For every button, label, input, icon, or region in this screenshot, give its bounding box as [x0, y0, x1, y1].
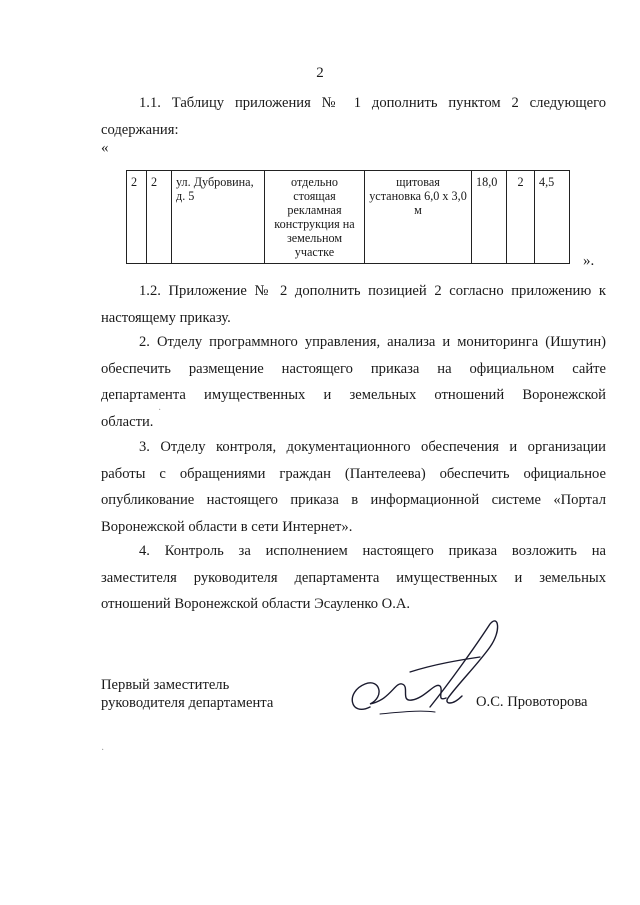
paragraph-line: настоящему приказу. [101, 309, 231, 326]
paragraph-4 [101, 538, 606, 618]
paragraph-line: 3. Отделу контроля, документационного обеспечения и организации [139, 439, 606, 455]
paragraph-line: 4. Контроль за исполнением настоящего приказа возложить на [139, 543, 606, 559]
paragraph-line: 1.2. Приложение № 2 дополнить позицией 2 согласно приложению к [139, 283, 606, 299]
paragraph-line: обеспечить размещение настоящего приказа на официальном сайте [101, 360, 606, 377]
paragraph-line: области. [101, 413, 154, 430]
signatory-title-line: Первый заместитель [101, 677, 230, 693]
scan-artifact: · [101, 745, 105, 756]
paragraph-line: содержания: [101, 121, 179, 138]
paragraph-line: заместителя руководителя департамента имущественных и земельных [101, 569, 606, 586]
paragraph-line: опубликование настоящего приказа в информационной системе «Портал [101, 492, 606, 508]
table-cell-number: 2 [127, 171, 147, 264]
paragraph-2 [101, 329, 606, 435]
paragraph-line: Воронежской области в сети Интернет». [101, 518, 353, 535]
paragraph-1-2 [101, 278, 606, 331]
paragraph-line: 1.1. Таблицу приложения № 1 дополнить пунктом 2 следующего [139, 95, 606, 111]
quote-close: ». [583, 253, 595, 269]
signatory-name: О.С. Провоторова [476, 694, 588, 710]
table-cell-installation: щитовая установка 6,0 х 3,0 м [365, 171, 472, 264]
table-cell-area: 18,0 [472, 171, 507, 264]
page-number: 2 [316, 65, 324, 81]
paragraph-line: 2. Отделу программного управления, анализа и мониторинга (Ишутин) [139, 334, 606, 350]
quote-open: « [101, 140, 109, 156]
paragraph-line: департамента имущественных и земельных отношений Воронежской [101, 387, 606, 403]
paragraph-line: работы с обращениями граждан (Пантелеева) обеспечить официальное [101, 465, 606, 482]
amendment-table [126, 170, 570, 264]
table-cell-value: 4,5 [535, 171, 570, 264]
paragraph-3 [101, 434, 606, 540]
table-cell-sides: 2 [507, 171, 535, 264]
signatory-title-line: руководителя департамента [101, 695, 274, 711]
handwritten-signature [340, 612, 510, 732]
paragraph-1-1 [101, 90, 606, 143]
scan-artifact: · [158, 405, 162, 416]
table-row [127, 171, 570, 264]
paragraph-line: отношений Воронежской области Эсауленко О.А. [101, 596, 411, 612]
table-cell-construction-type: отдельно стоящая рекламная конструкция на земельном участке [265, 171, 365, 264]
signatory-title [101, 676, 273, 712]
table-cell-item: 2 [147, 171, 172, 264]
table-cell-address: ул. Дубровина, д. 5 [172, 171, 265, 264]
